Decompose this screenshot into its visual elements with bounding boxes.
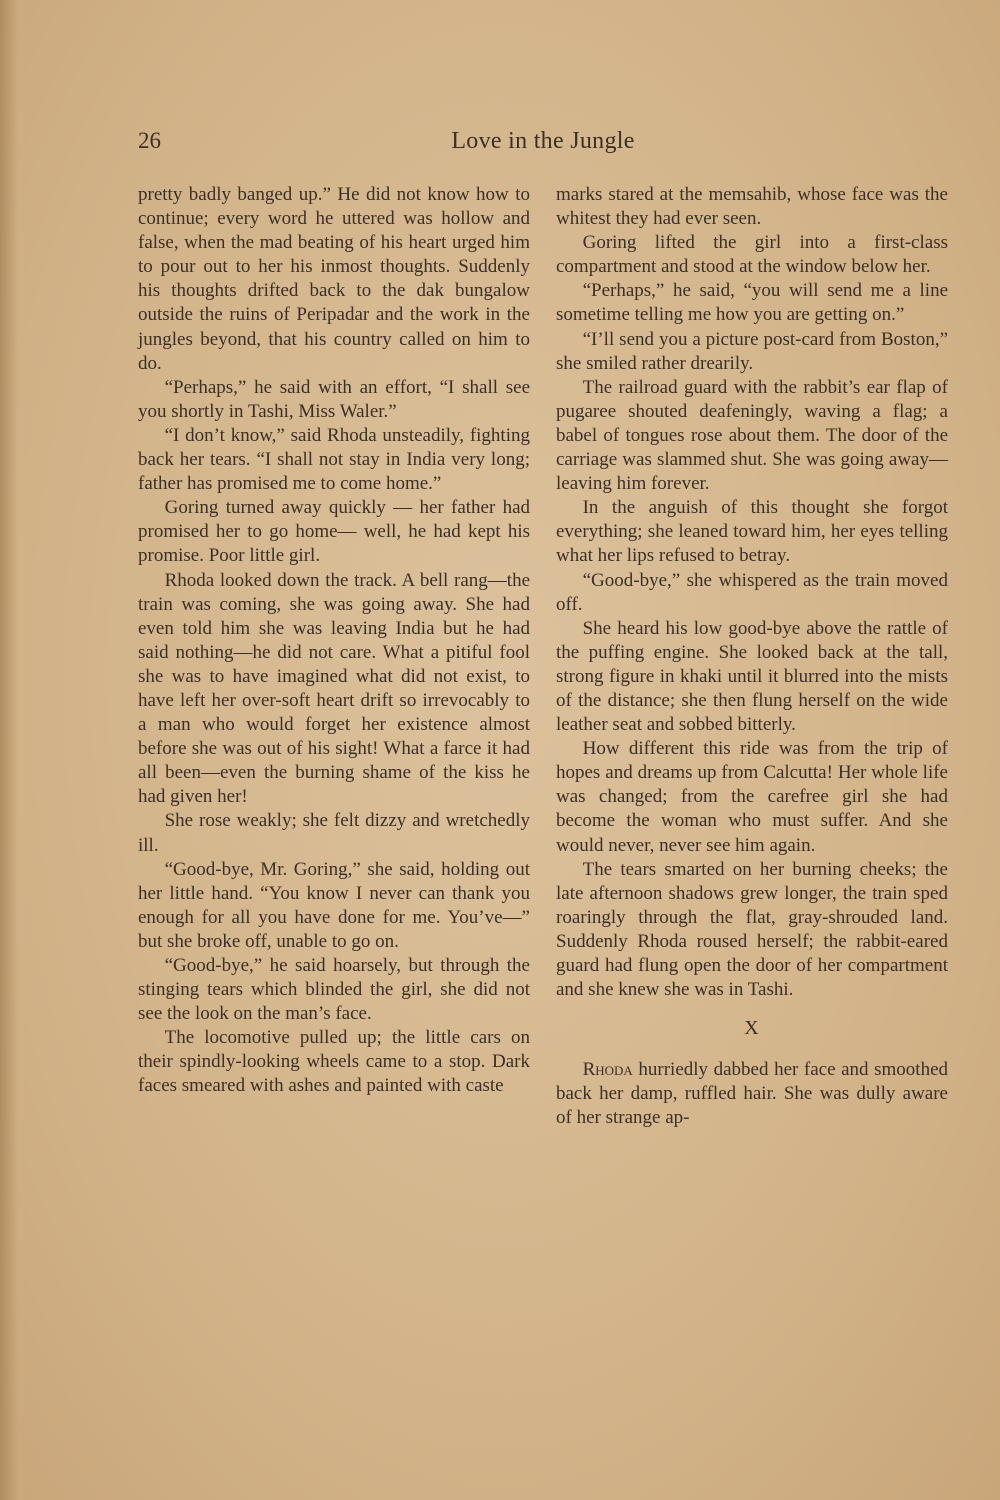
paragraph: “Good-bye, Mr. Goring,” she said, holding out her little hand. “You know I never can thank you enough for all you have done for me. You’ve—” but she broke off, unable to go on. [138, 858, 530, 952]
right-column [556, 183, 948, 1131]
paragraph: The tears smarted on her burning cheeks; the late afternoon shadows grew longer, the train sped roaringly through the flat, gray-shrouded land. Suddenly Rhoda roused herself; the rabbit-eared guard had flung open the door of her compartment and she knew she was in Tashi. [556, 858, 948, 1001]
paragraph: Goring turned away quickly — her father had promised her to go home— well, he had kept his promise. Poor little girl. [138, 497, 530, 567]
paragraph: The locomotive pulled up; the little cars on their spindly-looking wheels came to a stop. Dark faces smeared with ashes and painted with caste [138, 1027, 530, 1097]
paragraph: She heard his low good-bye above the rattle of the puffing engine. She looked back at the tall, strong figure in khaki until it blurred into the mists of the distance; she then flung herself on the wide leather seat and sobbed bitterly. [556, 617, 948, 736]
chapter-numeral: X [744, 1017, 760, 1040]
left-column [138, 183, 530, 1099]
chapter-opening-paragraph [556, 1058, 948, 1130]
paragraph: “I’ll send you a picture post-card from Boston,” she smiled rather drearily. [556, 328, 948, 374]
paragraph: “Good-bye,” he said hoarsely, but through the stinging tears which blinded the girl, she did not see the look on the man’s face. [138, 955, 530, 1025]
paragraph: “I don’t know,” said Rhoda unsteadily, fighting back her tears. “I shall not stay in India very long; father has promised me to come home.” [138, 424, 530, 495]
paragraph: “Perhaps,” he said with an effort, “I shall see you shortly in Tashi, Miss Waler.” [138, 376, 530, 422]
paragraph: “Good-bye,” she whispered as the train moved off. [556, 569, 948, 615]
paragraph: pretty badly banged up.” He did not know how to continue; every word he uttered was hollow and false, when the mad beating of his heart urged him to pour out to her his inmost thoughts. Suddenly his thoughts drifted back to the dak bungalow outside the ruins of Peripadar and the work in the jungles beyond, that his country called on him to do. [138, 184, 530, 374]
paragraph: The railroad guard with the rabbit’s ear flap of pugaree shouted deafeningly, waving a flag; a babel of tongues rose about them. The door of the carriage was slammed shut. She was going away—leaving him forever. [556, 376, 948, 495]
paragraph: She rose weakly; she felt dizzy and wretchedly ill. [138, 810, 530, 856]
paragraph: How different this ride was from the trip of hopes and dreams up from Calcutta! Her whole life was changed; from the carefree girl she had become the woman who must suffer. And she would never, never see him again. [556, 738, 948, 856]
paragraph: “Perhaps,” he said, “you will send me a line sometime telling me how you are getting on.” [556, 280, 948, 326]
paragraph: Rhoda looked down the track. A bell rang—the train was coming, she was going away. She had even told him she was leaving India but he had said nothing—he did not care. What a pitiful fool she was to have imagined what did not exist, to have left her over-soft heart drift so irrevocably to a man who would forget her existence almost before she was out of his sight! What a farce it had all been—even the burning shame of the kiss he had given her! [138, 569, 530, 808]
page-header [138, 128, 948, 164]
chapter-opening-text: hurriedly dabbed her face and smoothed back her damp, ruffled hair. She was dully aware of her strange ap- [556, 1059, 948, 1129]
paragraph: Goring lifted the girl into a first-class compartment and stood at the window below her. [556, 232, 948, 278]
paragraph: marks stared at the memsahib, whose face was the whitest they had ever seen. [556, 184, 948, 230]
chapter-lead-word: Rhoda [582, 1059, 633, 1081]
page-edge-shadow [0, 0, 18, 1500]
page-number: 26 [138, 128, 161, 153]
paragraph: In the anguish of this thought she forgot everything; she leaned toward him, her eyes telling what her lips refused to betray. [556, 497, 948, 567]
running-title: Love in the Jungle [451, 128, 635, 154]
